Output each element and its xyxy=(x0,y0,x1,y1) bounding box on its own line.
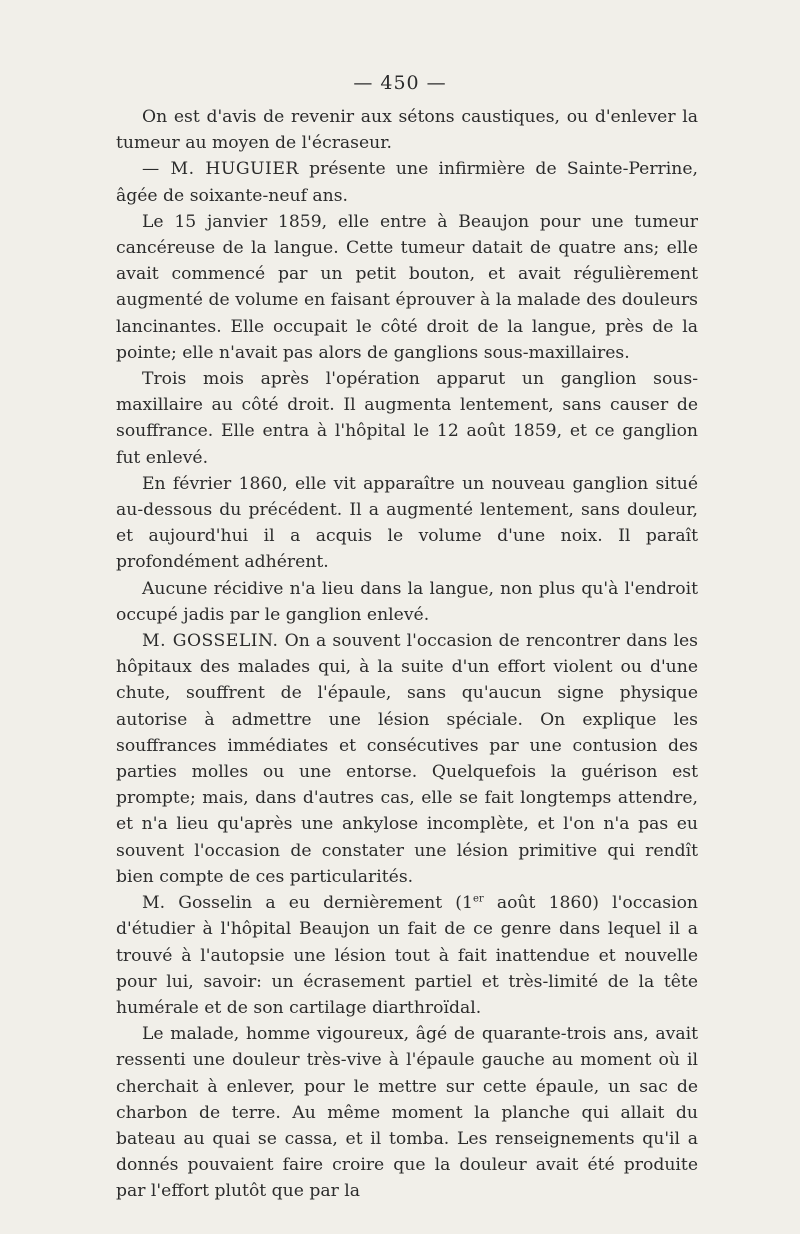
speaker-huguier: — M. HUGUIER xyxy=(142,159,299,180)
paragraph-4: Trois mois après l'opération apparut un ganglion sous-maxillaire au côté droit. Il augmenta lentement, sans causer de souffrance. Elle entra à l'hôpital le 12 août 1859, et ce ganglion fut enlevé. xyxy=(116,369,698,468)
paragraph-8-text-a: M. Gosselin a eu dernièrement (1 xyxy=(142,893,473,914)
paragraph-9: Le malade, homme vigoureux, âgé de quarante-trois ans, avait ressenti une douleur très-vive à l'épaule gauche au moment où il cherchait à enlever, pour le mettre sur cette épaule, un sac de charbon de terre. Au même moment la planche qui allait du bateau au quai se cassa, et il tomba. Les renseignements qu'il a donnés pouvaient faire croire que la douleur avait été produite par l'effort plutôt que par la xyxy=(116,1024,698,1202)
paragraph-6: Aucune récidive n'a lieu dans la langue, non plus qu'à l'endroit occupé jadis par le ganglion enlevé. xyxy=(116,578,698,625)
paragraph-2 xyxy=(116,156,698,208)
paragraph-7-text: On a souvent l'occasion de rencontrer dans les hôpitaux des malades qui, à la suite d'un effort violent ou d'une chute, souffrent de l'épaule, sans qu'aucun signe physique autorise à admettre une lésion spéciale. On explique les souffrances immédiates et consécutives par une contusion des parties molles ou une entorse. Quelquefois la guérison est prompte; mais, dans d'autres cas, elle se fait longtemps attendre, et n'a lieu qu'après une ankylose incomplète, et l'on n'a pas eu souvent l'occasion de constater une lésion primitive qui rendît bien compte de ces particularités. xyxy=(116,631,699,887)
page-number: — 450 — xyxy=(353,72,447,94)
paragraph-2-text: présente une infirmière de Sainte-Perrine, âgée de soixante-neuf ans. xyxy=(116,159,698,206)
speaker-gosselin: M. GOSSELIN. xyxy=(142,631,279,652)
body-text xyxy=(116,104,698,1205)
paragraph-8-sup: er xyxy=(472,893,484,905)
paragraph-3: Le 15 janvier 1859, elle entre à Beaujon pour une tumeur cancéreuse de la langue. Cette tumeur datait de quatre ans; elle avait commencé par un petit bouton, et avait régulièrement augmenté de volume en faisant éprouver à la malade des douleurs lancinantes. Elle occupait le côté droit de la langue, près de la pointe; elle n'avait pas alors de ganglions sous-maxillaires. xyxy=(116,211,698,363)
paragraph-1: On est d'avis de revenir aux sétons caustiques, ou d'enlever la tumeur au moyen de l'écraseur. xyxy=(116,107,698,154)
paragraph-8 xyxy=(116,890,698,1021)
paragraph-5: En février 1860, elle vit apparaître un nouveau ganglion situé au-dessous du précédent. Il a augmenté lentement, sans douleur, et aujourd'hui il a acquis le volume d'une noix. Il paraît profondément adhérent. xyxy=(116,473,698,573)
paragraph-7 xyxy=(116,628,698,890)
paragraph-8-text-b: août 1860) l'occasion d'étudier à l'hôpital Beaujon un fait de ce genre dans lequel il a trouvé à l'autopsie une lésion tout à fait inattendue et nouvelle pour lui, savoir: un écrasement partiel et très-limité de la tête humérale et de son cartilage diarthroïdal. xyxy=(116,893,698,1018)
